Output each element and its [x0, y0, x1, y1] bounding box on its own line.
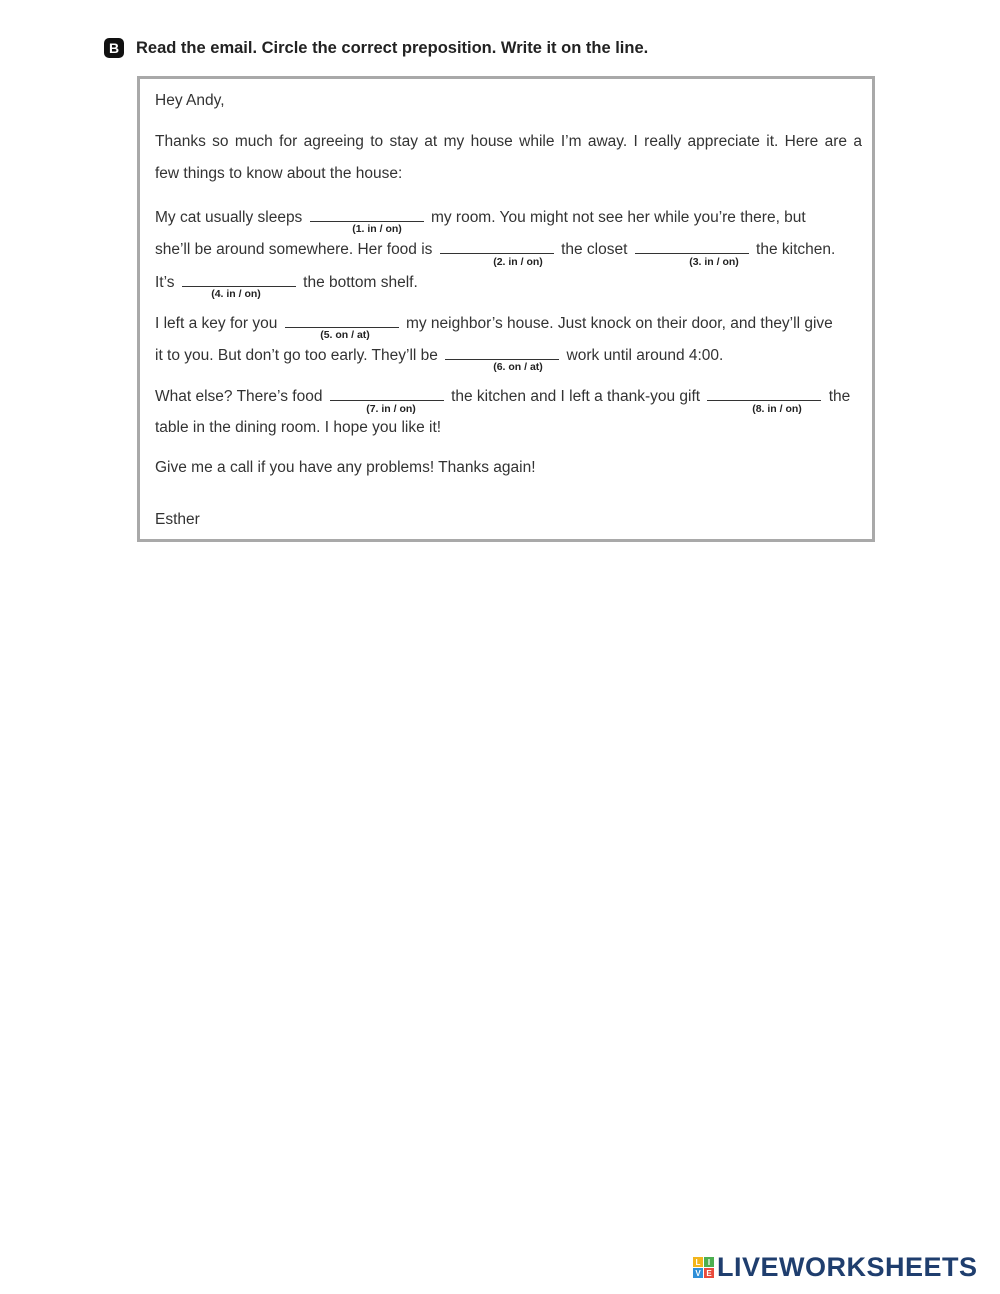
text-segment: the bottom shelf. — [303, 274, 418, 291]
logo-cell: I — [704, 1257, 714, 1267]
text-segment: work until around 4:00. — [566, 347, 724, 364]
blank-8-input[interactable] — [707, 386, 821, 401]
exercise-instruction — [104, 38, 648, 58]
blank-4-hint: (4. in / on) — [211, 288, 261, 300]
text-segment: the — [828, 388, 851, 405]
blank-3-input[interactable] — [635, 239, 749, 254]
email-greeting: Hey Andy, — [155, 92, 225, 109]
blank-5-hint: (5. on / at) — [320, 329, 370, 341]
text-segment: she’ll be around somewhere. Her food is — [155, 241, 433, 258]
paragraph-1-line-2: few things to know about the house: — [155, 165, 403, 182]
text-segment: It’s — [155, 274, 175, 291]
text-segment: it to you. But don’t go too early. They’ll be — [155, 347, 438, 364]
logo-cell: V — [693, 1268, 703, 1278]
blank-1-input[interactable] — [310, 207, 424, 222]
text-segment: my neighbor’s house. Just knock on their door, and they’ll give — [405, 315, 833, 332]
instruction-text: Read the email. Circle the correct preposition. Write it on the line. — [136, 38, 649, 57]
blank-1-hint: (1. in / on) — [352, 223, 402, 235]
text-segment: My cat usually sleeps — [155, 209, 303, 226]
logo-cell: E — [704, 1268, 714, 1278]
blank-7-hint: (7. in / on) — [366, 403, 416, 415]
blank-4-input[interactable] — [182, 272, 296, 287]
text-segment: What else? There’s food — [155, 388, 323, 405]
blank-5-input[interactable] — [285, 313, 399, 328]
blank-6-hint: (6. on / at) — [493, 361, 543, 373]
email-closing: Give me a call if you have any problems! Thanks again! — [155, 459, 536, 476]
blank-3-hint: (3. in / on) — [689, 256, 739, 268]
logo-cell: L — [693, 1257, 703, 1267]
paragraph-3-line-1 — [155, 313, 833, 333]
text-segment: the closet — [561, 241, 628, 258]
paragraph-4-line-2: table in the dining room. I hope you like it! — [155, 419, 442, 436]
blank-2-input[interactable] — [440, 239, 554, 254]
text-segment: the kitchen. — [756, 241, 836, 258]
paragraph-1-line-1: Thanks so much for agreeing to stay at my house while I’m away. I really appreciate it. Here are a — [155, 133, 862, 150]
text-segment: I left a key for you — [155, 315, 278, 332]
email-signature: Esther — [155, 511, 200, 528]
logo-text: LIVEWORKSHEETS — [717, 1252, 978, 1282]
blank-6-input[interactable] — [445, 345, 559, 360]
blank-7-input[interactable] — [330, 386, 444, 401]
paragraph-2-line-1 — [155, 207, 806, 227]
exercise-badge: B — [104, 38, 124, 58]
blank-2-hint: (2. in / on) — [493, 256, 543, 268]
blank-8-hint: (8. in / on) — [752, 403, 802, 415]
text-segment: my room. You might not see her while you’re there, but — [430, 209, 806, 226]
liveworksheets-logo — [693, 1252, 978, 1283]
paragraph-3-line-2 — [155, 345, 723, 365]
text-segment: the kitchen and I left a thank-you gift — [451, 388, 701, 405]
logo-grid-icon — [693, 1257, 714, 1278]
